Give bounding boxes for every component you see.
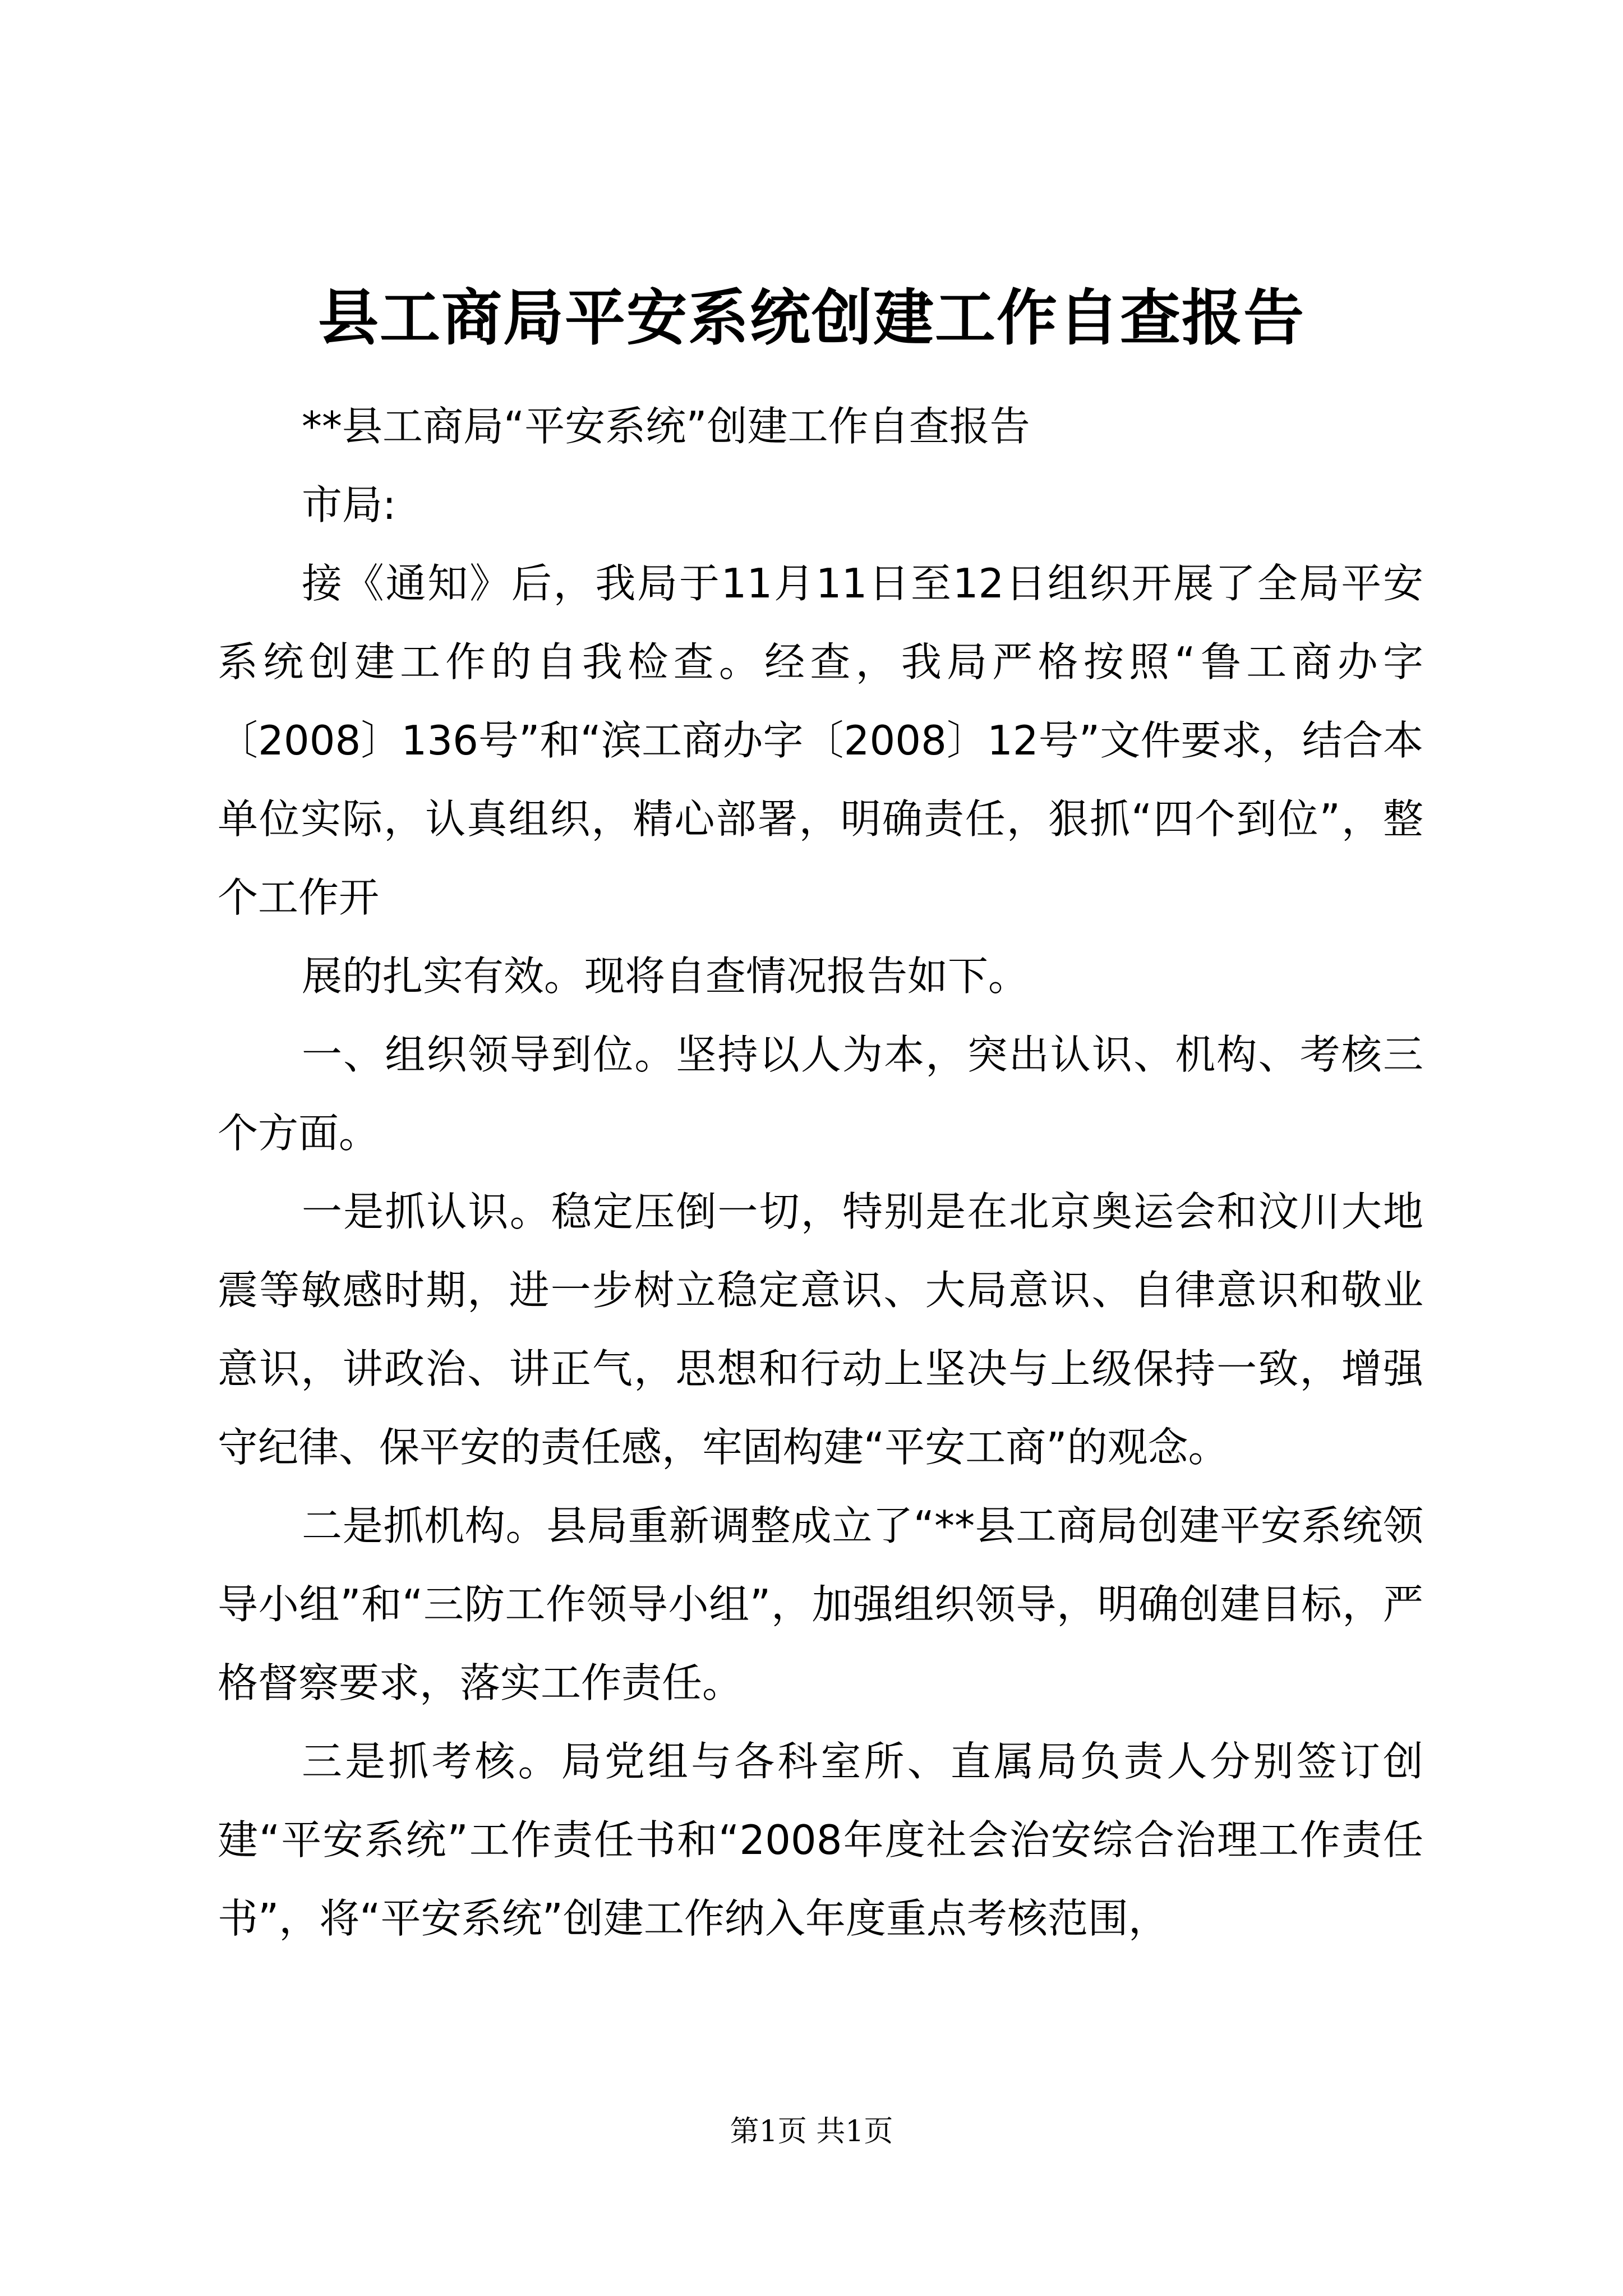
body-paragraph: 三是抓考核。局党组与各科室所、直属局负责人分别签订创建“平安系统”工作责任书和“2008年度社会治安综合治理工作责任书”，将“平安系统”创建工作纳入年度重点考核范围，: [218, 1738, 1423, 1942]
body-paragraph: 一是抓认识。稳定压倒一切，特别是在北京奥运会和汶川大地震等敏感时期，进一步树立稳定意识、大局意识、自律意识和敬业意识，讲政治、讲正气，思想和行动上坚决与上级保持一致，增强守纪律、保平安的责任感，牢固构建“平安工商”的观念。: [218, 1188, 1423, 1471]
page-number-footer: 第1页 共1页: [730, 2115, 893, 2148]
document-title: 县工商局平安系统创建工作自查报告: [317, 283, 1305, 353]
subtitle-paragraph: **县工商局“平安系统”创建工作自查报告: [302, 403, 1030, 450]
salutation-paragraph: 市局:: [302, 481, 396, 528]
section-heading-paragraph: 一、组织领导到位。坚持以人为本，突出认识、机构、考核三个方面。: [218, 1031, 1423, 1157]
document-body: [218, 387, 1423, 1958]
body-paragraph: 接《通知》后，我局于11月11日至12日组织开展了全局平安系统创建工作的自我检查。经查，我局严格按照“鲁工商办字〔2008〕136号”和“滨工商办字〔2008〕12号”文件要求，结合本单位实际，认真组织，精心部署，明确责任，狠抓“四个到位”，整个工作开: [218, 560, 1423, 921]
body-paragraph: 展的扎实有效。现将自查情况报告如下。: [302, 953, 1029, 1000]
body-paragraph: 二是抓机构。县局重新调整成立了“**县工商局创建平安系统领导小组”和“三防工作领导小组”，加强组织领导，明确创建目标，严格督察要求，落实工作责任。: [218, 1502, 1423, 1706]
